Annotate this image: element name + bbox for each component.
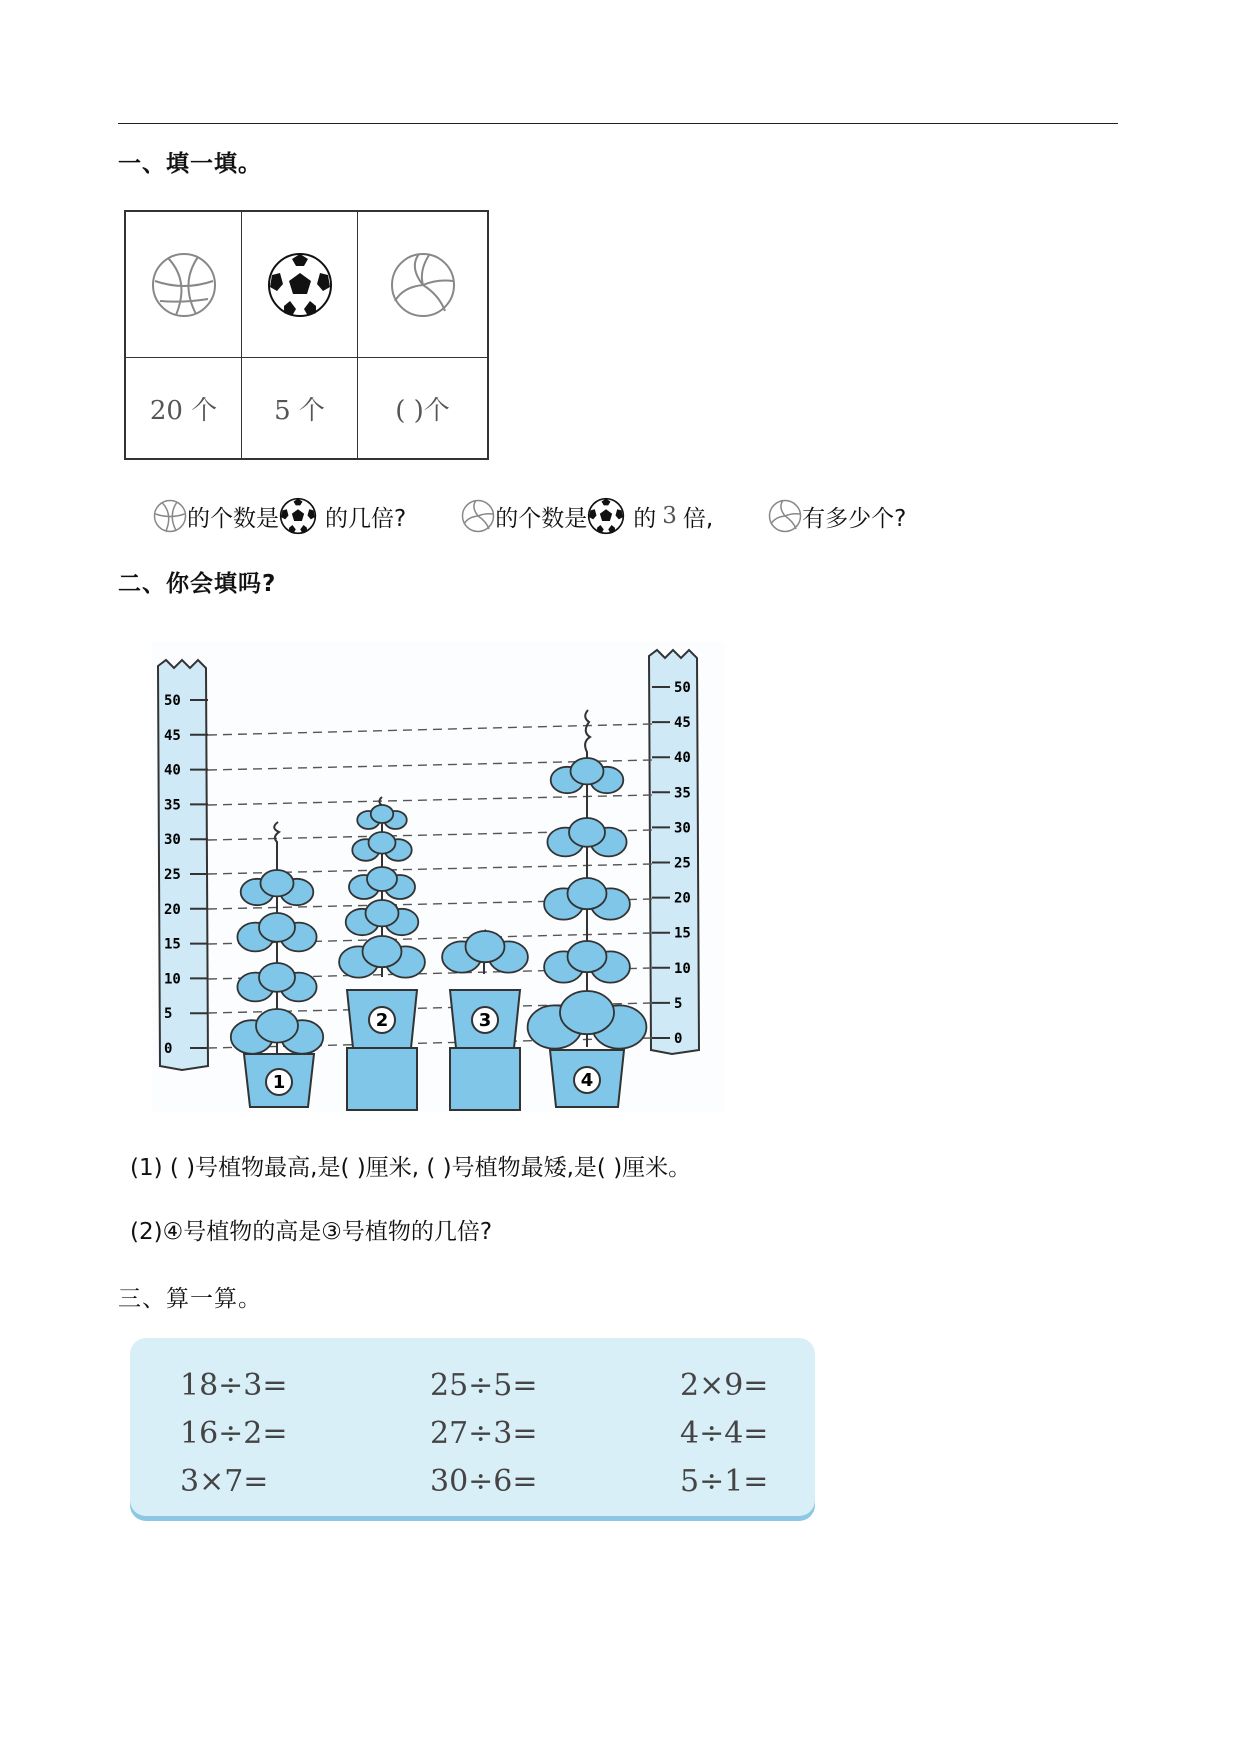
leaf	[259, 913, 295, 942]
question-text: 倍,	[682, 505, 714, 532]
plant-1-label: 1	[272, 1072, 286, 1093]
section3-heading: 三、算一算。	[118, 1286, 262, 1312]
leaf	[569, 818, 605, 847]
soccer-ball-count: 5 个	[242, 358, 358, 458]
plant-height-figure	[152, 642, 725, 1112]
volleyball-cell	[358, 212, 487, 358]
plant-4-label: 4	[580, 1070, 594, 1091]
question-text: 的个数是	[187, 505, 279, 532]
calc-item: 5÷1=	[680, 1464, 769, 1499]
left-ruler-tick-label: 35	[164, 797, 181, 814]
section1-questions	[153, 497, 906, 535]
soccer-ball-icon	[587, 497, 625, 535]
question-text: 有多少个?	[802, 505, 907, 532]
calculation-box	[130, 1338, 815, 1516]
calc-item: 16÷2=	[180, 1416, 288, 1451]
question-text: 的个数是	[495, 505, 588, 532]
leaf	[568, 941, 607, 972]
question-1: (1) ( )号植物最高,是( )厘米, ( )号植物最矮,是( )厘米。	[130, 1155, 692, 1181]
leaf	[367, 867, 397, 891]
right-ruler-tick-label: 40	[674, 750, 691, 767]
right-ruler-tick-label: 30	[674, 820, 691, 837]
right-ruler-tick-label: 15	[674, 925, 691, 942]
soccer-ball-cell	[242, 212, 358, 358]
right-ruler-tick-label: 20	[674, 890, 691, 907]
leaf	[259, 963, 295, 992]
question-text: 的几倍?	[325, 505, 407, 532]
question-text: 的	[633, 505, 657, 532]
leaf	[363, 936, 402, 967]
basketball-icon	[150, 251, 218, 319]
leaf	[466, 931, 505, 962]
multiple-number: 3	[662, 503, 677, 529]
volleyball-icon	[768, 499, 802, 533]
calc-item: 25÷5=	[430, 1368, 538, 1403]
right-ruler	[649, 650, 699, 1054]
ball-count-table	[124, 210, 489, 460]
left-ruler-tick-label: 50	[164, 693, 181, 709]
leaf	[366, 900, 399, 926]
soccer-ball-icon	[279, 497, 317, 535]
calc-item: 18÷3=	[180, 1368, 288, 1403]
basketball-cell	[126, 212, 242, 358]
left-ruler-tick-label: 10	[164, 971, 181, 988]
right-ruler-tick-label: 10	[674, 960, 691, 977]
basketball-count: 20 个	[126, 358, 242, 458]
calc-item: 2×9=	[680, 1368, 769, 1403]
right-ruler-tick-label: 35	[674, 785, 691, 802]
leaf	[571, 758, 604, 784]
right-ruler-tick-label: 45	[674, 715, 691, 732]
right-ruler-tick-label: 0	[674, 1031, 683, 1047]
plant-3-stand	[450, 1048, 520, 1110]
left-ruler-tick-label: 5	[164, 1006, 173, 1023]
plant-2-stand	[347, 1048, 417, 1110]
left-ruler-tick-label: 15	[164, 936, 181, 953]
left-ruler-tick-label: 20	[164, 901, 181, 918]
section1-heading: 一、填一填。	[118, 151, 262, 177]
right-ruler-tick-label: 5	[674, 995, 683, 1012]
left-ruler-tick-label: 40	[164, 762, 181, 779]
leaf	[256, 1009, 298, 1043]
question-2: (2)④号植物的高是③号植物的几倍?	[130, 1219, 493, 1245]
volleyball-icon	[461, 499, 495, 533]
left-ruler-tick-label: 30	[164, 832, 181, 849]
volleyball-count-blank: ( )个	[395, 395, 450, 426]
left-ruler-tick-label: 0	[164, 1041, 173, 1057]
left-ruler-tick-label: 25	[164, 867, 181, 883]
calc-item: 30÷6=	[430, 1464, 538, 1499]
leaf	[369, 832, 396, 854]
right-ruler-tick-label: 50	[674, 680, 691, 696]
calc-item: 3×7=	[180, 1464, 269, 1499]
soccer-ball-icon	[266, 251, 334, 319]
calc-item: 27÷3=	[430, 1416, 538, 1451]
leaf	[560, 991, 614, 1034]
leaf	[568, 878, 607, 909]
plant-3-label: 3	[478, 1010, 492, 1031]
volleyball-icon	[389, 251, 457, 319]
leaf	[261, 870, 294, 896]
plant-2-label: 2	[375, 1010, 389, 1031]
calc-item: 4÷4=	[680, 1416, 769, 1451]
section2-heading: 二、你会填吗?	[118, 571, 277, 597]
left-ruler-tick-label: 45	[164, 727, 181, 744]
top-rule	[118, 123, 1118, 124]
right-ruler-tick-label: 25	[674, 855, 691, 872]
leaf	[371, 805, 394, 823]
basketball-icon	[153, 499, 187, 533]
